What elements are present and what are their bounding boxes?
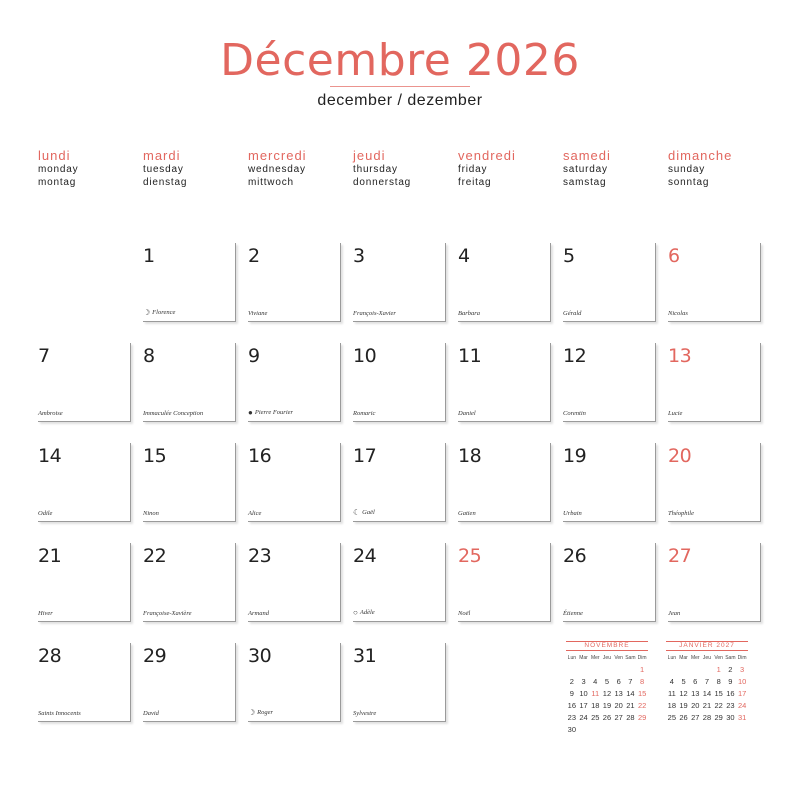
day-number: 18 [458, 445, 482, 467]
saint-label: Odile [38, 510, 53, 517]
mini-day [689, 663, 701, 675]
day-cell-13[interactable] [668, 343, 761, 422]
saint-name [248, 408, 293, 417]
weekday-label-fr: mardi [143, 148, 181, 163]
mini-day: 1 [716, 664, 721, 674]
saint-label: Ambroise [38, 410, 63, 417]
weekday-wednesday [248, 148, 352, 189]
day-number: 5 [563, 245, 575, 267]
mini-day [701, 663, 713, 675]
day-number: 20 [668, 445, 692, 467]
mini-day [589, 663, 601, 675]
saint-label: Lucie [668, 410, 683, 417]
mini-day: 2 [728, 664, 733, 674]
mini-day: 3 [581, 676, 586, 686]
saint-label: Viviane [248, 310, 268, 317]
weekday-label-de: donnerstag [353, 177, 412, 188]
mini-day: 24 [579, 712, 588, 722]
saint-name [248, 610, 269, 617]
mini-day: 15 [637, 688, 647, 698]
mini-day: 23 [726, 700, 735, 710]
mini-day: 27 [614, 712, 623, 722]
day-number: 7 [38, 345, 50, 367]
day-cell-2[interactable] [248, 243, 341, 322]
mini-calendar-title: JANVIER 2027 [666, 641, 748, 651]
saint-label: Barbara [458, 310, 481, 317]
mini-day: 17 [579, 700, 588, 710]
saint-name [668, 410, 682, 417]
mini-day [601, 663, 613, 675]
mini-day [613, 723, 625, 735]
day-number: 28 [38, 645, 62, 667]
mini-day: 28 [702, 712, 712, 722]
saint-label: Alice [248, 510, 262, 517]
mini-day: 5 [681, 676, 686, 686]
saint-name [458, 510, 476, 517]
saint-label: Gérald [563, 310, 582, 317]
saint-label: Urbain [563, 510, 582, 517]
weekday-monday [38, 148, 142, 189]
day-number: 26 [563, 545, 587, 567]
saint-label: Françoise-Xavière [143, 610, 192, 617]
saint-label: Saints Innocents [38, 710, 81, 717]
day-number: 6 [668, 245, 680, 267]
mini-day: 4 [593, 676, 598, 686]
saint-name [38, 710, 81, 717]
saint-label: Gaël [362, 509, 375, 516]
mini-day: 23 [567, 712, 577, 722]
mini-day: 11 [591, 688, 600, 698]
day-number: 15 [143, 445, 167, 467]
day-cell-28[interactable] [38, 643, 131, 722]
saint-name [563, 510, 582, 517]
mini-day: 9 [728, 676, 733, 686]
weekday-label-fr: mercredi [248, 148, 307, 163]
saint-label: Hiver [38, 610, 53, 617]
mini-day: 14 [626, 688, 635, 698]
day-number: 31 [353, 645, 377, 667]
page-title: Décembre 2026 [220, 35, 580, 86]
saint-name [458, 610, 470, 617]
mini-calendar-novembre [566, 641, 648, 735]
day-cell-7[interactable] [38, 343, 131, 422]
mini-day: 8 [716, 676, 721, 686]
saint-name [38, 410, 63, 417]
mini-weekday-header: Mer [590, 655, 600, 661]
mini-day: 31 [737, 712, 747, 722]
day-cell-4[interactable] [458, 243, 551, 322]
day-number: 21 [38, 545, 62, 567]
mini-day: 14 [702, 688, 712, 698]
saint-name [668, 610, 680, 617]
day-cell-12[interactable] [563, 343, 656, 422]
day-cell-6[interactable] [668, 243, 761, 322]
day-number: 17 [353, 445, 377, 467]
weekday-label-en: tuesday [143, 164, 184, 175]
mini-day: 1 [640, 664, 645, 674]
mini-weekday-header: Lun [567, 655, 577, 661]
saint-name [458, 410, 476, 417]
mini-day: 7 [704, 676, 710, 686]
saint-label: Nicolas [668, 310, 688, 317]
day-cell-16[interactable] [248, 443, 341, 522]
first-quarter-icon: ☽ [248, 708, 256, 717]
day-number: 29 [143, 645, 167, 667]
day-cell-18[interactable] [458, 443, 551, 522]
weekday-label-de: montag [38, 177, 77, 188]
weekday-label-de: sonntag [668, 177, 710, 188]
day-cell-20[interactable] [668, 443, 761, 522]
saint-label: Daniel [458, 410, 476, 417]
day-number: 30 [248, 645, 272, 667]
mini-day: 15 [714, 688, 723, 698]
saint-name [353, 608, 375, 617]
mini-day: 6 [616, 676, 621, 686]
mini-day [625, 723, 637, 735]
mini-weekday-header: Ven [714, 655, 723, 661]
saint-name [38, 610, 53, 617]
day-number: 23 [248, 545, 272, 567]
day-cell-10[interactable] [353, 343, 446, 422]
full-moon-icon: ○ [353, 608, 358, 617]
mini-day: 3 [740, 664, 745, 674]
day-number: 19 [563, 445, 587, 467]
saint-name [458, 310, 480, 317]
mini-day: 13 [614, 688, 623, 698]
weekday-label-en: friday [458, 164, 488, 175]
mini-day: 24 [737, 700, 747, 710]
mini-day [666, 663, 678, 675]
day-number: 14 [38, 445, 62, 467]
mini-calendar-title: NOVEMBRE [566, 641, 648, 651]
day-number: 24 [353, 545, 377, 567]
mini-day: 30 [726, 712, 735, 722]
saint-name [563, 310, 581, 317]
mini-day: 20 [691, 700, 700, 710]
day-cell-15[interactable] [143, 443, 236, 522]
mini-day: 22 [637, 700, 647, 710]
mini-day: 5 [604, 676, 610, 686]
mini-day: 20 [614, 700, 623, 710]
day-cell-19[interactable] [563, 443, 656, 522]
mini-day: 26 [679, 712, 688, 722]
day-number: 10 [353, 345, 377, 367]
mini-day: 17 [737, 688, 747, 698]
mini-day [589, 723, 601, 735]
mini-day: 28 [626, 712, 635, 722]
day-cell-1[interactable] [143, 243, 236, 322]
mini-day [578, 723, 590, 735]
saint-label: Romaric [353, 410, 376, 417]
day-cell-11[interactable] [458, 343, 551, 422]
mini-day: 13 [691, 688, 700, 698]
mini-weekday-header: Dim [737, 655, 747, 661]
saint-name [668, 510, 694, 517]
saint-label: Sylvestre [353, 710, 377, 717]
mini-day: 10 [737, 676, 747, 686]
weekday-label-en: monday [38, 164, 79, 175]
day-number: 1 [143, 245, 155, 267]
saint-name [143, 710, 159, 717]
new-moon-icon: ● [248, 408, 253, 417]
saint-label: François-Xavier [353, 310, 396, 317]
mini-day [678, 663, 690, 675]
day-number: 3 [353, 245, 365, 267]
mini-day: 25 [667, 712, 677, 722]
saint-name [563, 610, 583, 617]
saint-label: Gatien [458, 510, 476, 517]
saint-name [248, 708, 273, 717]
saint-name [353, 310, 396, 317]
saint-name [563, 410, 586, 417]
mini-day: 18 [667, 700, 677, 710]
saint-name [353, 410, 375, 417]
mini-day: 26 [602, 712, 612, 722]
mini-day: 12 [679, 688, 688, 698]
weekday-label-fr: samedi [563, 148, 611, 163]
last-quarter-icon: ☾ [353, 508, 361, 517]
weekday-friday [458, 148, 562, 189]
saint-label: Théophile [668, 510, 694, 517]
day-number: 9 [248, 345, 260, 367]
day-number: 22 [143, 545, 167, 567]
mini-day [613, 663, 625, 675]
mini-day: 6 [693, 676, 698, 686]
title-underline [330, 86, 470, 87]
saint-name [668, 310, 688, 317]
weekday-label-fr: jeudi [353, 148, 386, 163]
saint-name [143, 610, 192, 617]
mini-day: 4 [669, 676, 674, 686]
saint-name [353, 508, 375, 517]
weekday-label-fr: dimanche [668, 148, 733, 163]
day-number: 16 [248, 445, 272, 467]
weekday-label-fr: vendredi [458, 148, 516, 163]
day-cell-24[interactable] [353, 543, 446, 622]
day-cell-14[interactable] [38, 443, 131, 522]
day-cell-30[interactable] [248, 643, 341, 722]
saint-label: Adèle [359, 609, 375, 616]
day-cell-9[interactable] [248, 343, 341, 422]
saint-name [248, 310, 267, 317]
mini-weekday-header: Mar [679, 655, 688, 661]
weekday-label-de: dienstag [143, 177, 188, 188]
saint-label: Ninon [143, 510, 159, 517]
first-quarter-icon: ☽ [143, 308, 151, 317]
mini-weekday-header: Mer [690, 655, 700, 661]
mini-day: 22 [714, 700, 723, 710]
mini-day: 27 [691, 712, 700, 722]
mini-calendar-janvier-2027 [666, 641, 748, 723]
mini-day: 2 [569, 676, 574, 686]
day-number: 25 [458, 545, 482, 567]
mini-weekday-header: Mar [579, 655, 588, 661]
mini-weekday-header: Ven [614, 655, 623, 661]
saint-label: Étienne [563, 610, 583, 617]
mini-day: 30 [567, 724, 577, 734]
mini-day: 21 [626, 700, 635, 710]
day-cell-27[interactable] [668, 543, 761, 622]
day-cell-23[interactable] [248, 543, 341, 622]
mini-day: 19 [602, 700, 612, 710]
day-number: 13 [668, 345, 692, 367]
day-number: 2 [248, 245, 260, 267]
mini-day [636, 723, 648, 735]
saint-label: Roger [257, 709, 274, 716]
mini-weekday-header: Sam [725, 655, 736, 661]
saint-label: David [143, 710, 159, 717]
saint-name [248, 510, 261, 517]
weekday-label-de: freitag [458, 177, 492, 188]
day-number: 11 [458, 345, 482, 367]
saint-label: Corentin [563, 410, 586, 417]
mini-day: 19 [679, 700, 688, 710]
day-number: 8 [143, 345, 155, 367]
mini-weekday-header: Jeu [602, 655, 611, 661]
mini-weekday-header: Dim [637, 655, 647, 661]
day-cell-25[interactable] [458, 543, 551, 622]
mini-day [601, 723, 613, 735]
mini-day: 21 [702, 700, 712, 710]
saint-label: Armand [248, 610, 269, 617]
mini-day [578, 663, 590, 675]
saint-label: Immaculée Conception [143, 410, 204, 417]
day-cell-31[interactable] [353, 643, 446, 722]
page-subtitle: december / dezember [317, 92, 483, 109]
mini-day: 8 [640, 676, 645, 686]
day-number: 12 [563, 345, 587, 367]
day-cell-3[interactable] [353, 243, 446, 322]
mini-day: 16 [567, 700, 577, 710]
saint-label: Florence [152, 309, 176, 316]
mini-day: 10 [579, 688, 588, 698]
mini-weekday-header: Jeu [702, 655, 711, 661]
day-cell-26[interactable] [563, 543, 656, 622]
day-cell-17[interactable] [353, 443, 446, 522]
mini-day: 29 [714, 712, 723, 722]
saint-name [38, 510, 52, 517]
mini-calendar-table [666, 653, 748, 723]
mini-day: 25 [591, 712, 600, 722]
day-cell-8[interactable] [143, 343, 236, 422]
mini-day: 7 [628, 676, 633, 686]
mini-day [625, 663, 637, 675]
mini-day: 12 [602, 688, 612, 698]
mini-day: 9 [569, 688, 574, 698]
weekday-label-en: thursday [353, 164, 398, 175]
mini-day: 16 [726, 688, 735, 698]
day-cell-21[interactable] [38, 543, 131, 622]
mini-weekday-header: Sam [625, 655, 636, 661]
weekday-saturday [563, 148, 667, 189]
mini-weekday-header: Lun [667, 655, 677, 661]
saint-name [143, 308, 175, 317]
weekday-label-en: wednesday [248, 164, 306, 175]
day-cell-29[interactable] [143, 643, 236, 722]
saint-label: Pierre Fourier [254, 409, 294, 416]
saint-name [143, 510, 159, 517]
day-cell-22[interactable] [143, 543, 236, 622]
mini-calendar-table [566, 653, 648, 735]
saint-label: Jean [668, 610, 681, 617]
weekday-tuesday [143, 148, 247, 189]
weekday-sunday [668, 148, 772, 189]
weekday-thursday [353, 148, 457, 189]
mini-day [566, 663, 578, 675]
weekday-label-de: mittwoch [248, 177, 294, 188]
saint-name [353, 710, 376, 717]
day-cell-5[interactable] [563, 243, 656, 322]
mini-day: 18 [591, 700, 600, 710]
weekday-label-de: samstag [563, 177, 607, 188]
mini-day: 11 [667, 688, 676, 698]
day-number: 4 [458, 245, 470, 267]
mini-day: 29 [637, 712, 647, 722]
saint-label: Noël [458, 610, 471, 617]
saint-name [143, 410, 203, 417]
weekday-label-en: sunday [668, 164, 706, 175]
weekday-label-fr: lundi [38, 148, 71, 163]
weekday-label-en: saturday [563, 164, 608, 175]
day-number: 27 [668, 545, 692, 567]
